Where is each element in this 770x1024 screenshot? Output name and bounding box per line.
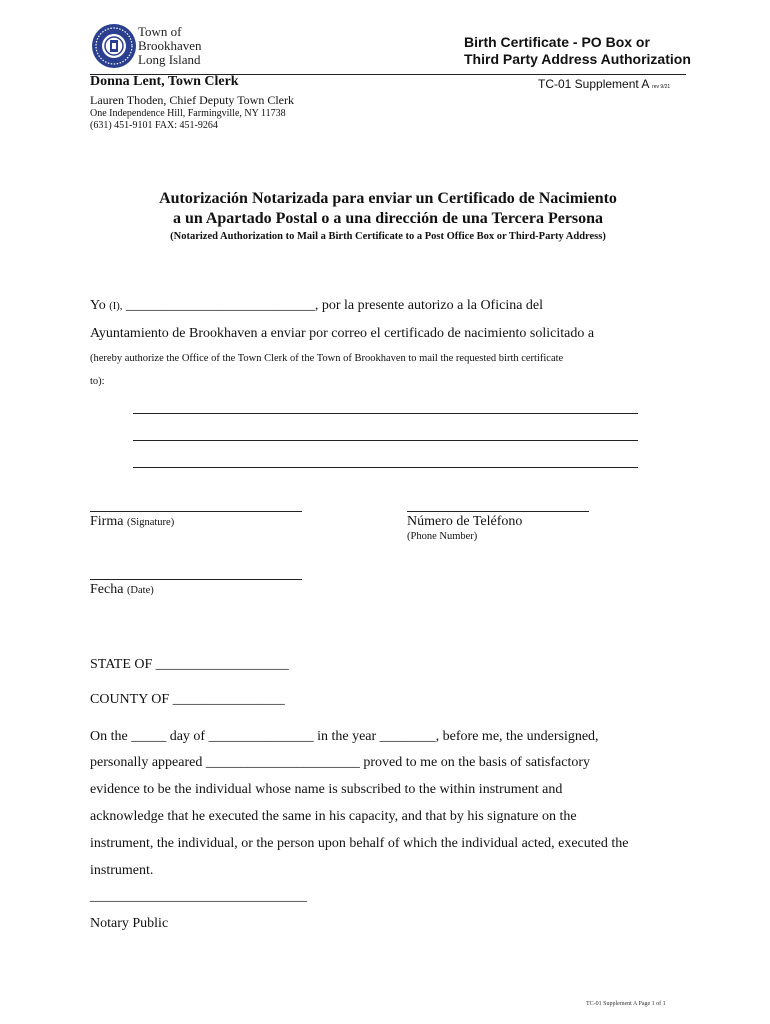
deputy-clerk-name: Lauren Thoden, Chief Deputy Town Clerk [90, 93, 295, 107]
phone-english-label: (Phone Number) [407, 531, 478, 542]
date-english-label: (Date) [126, 585, 154, 596]
county-of-field[interactable]: COUNTY OF ________________ [90, 692, 285, 707]
form-code-text: TC-01 Supplement A [538, 77, 649, 91]
authorization-line1 [90, 298, 543, 314]
town-name-line: Brookhaven [138, 38, 202, 53]
signature-label [90, 514, 174, 530]
date-label [90, 582, 154, 598]
phone-line[interactable] [407, 511, 589, 512]
form-code [538, 77, 670, 91]
signature-english-label: (Signature) [126, 517, 175, 528]
state-of-field[interactable]: STATE OF ___________________ [90, 657, 289, 672]
office-address: One Independence Hill, Farmingville, NY 11738 [90, 108, 286, 119]
town-clerk-name: Donna Lent, Town Clerk [90, 74, 239, 89]
form-subheading: (Notarized Authorization to Mail a Birth Certificate to a Post Office Box or Third-Party Address) [170, 231, 606, 242]
office-phone: (631) 451-9101 FAX: 451-9264 [90, 120, 218, 131]
town-name-line: Long Island [138, 52, 201, 67]
address-line-2[interactable] [133, 440, 638, 441]
notary-paragraph-line5: instrument, the individual, or the person upon behalf of which the individual acted, executed the [90, 836, 629, 851]
date-line[interactable] [90, 579, 302, 580]
authorization-text: , por la presente autorizo a la Oficina del [314, 298, 544, 313]
firma-label: Firma [90, 514, 124, 529]
fecha-label: Fecha [90, 582, 124, 597]
notary-public-label: Notary Public [90, 916, 169, 931]
authorization-line2: Ayuntamiento de Brookhaven a enviar por correo el certificado de nacimiento solicitado a [90, 326, 595, 341]
notary-signature-line[interactable]: _______________________________ [90, 889, 307, 904]
town-seal-logo [91, 23, 137, 69]
form-heading-line1: Autorización Notarizada para enviar un Certificado de Nacimiento [159, 190, 617, 207]
form-revision: rev 9/21 [652, 84, 671, 90]
yo-label: Yo [90, 298, 106, 313]
document-title [464, 34, 724, 68]
name-blank[interactable]: ___________________________ [125, 298, 315, 313]
form-heading [90, 189, 686, 229]
document-title-line2: Third Party Address Authorization [464, 51, 691, 67]
address-line-1[interactable] [133, 413, 638, 414]
address-line-3[interactable] [133, 467, 638, 468]
document-title-line1: Birth Certificate - PO Box or [464, 34, 650, 50]
authorization-english-cont: to): [90, 376, 105, 387]
form-heading-line2: a un Apartado Postal o a una dirección de una Tercera Persona [172, 210, 604, 227]
i-label: (I), [109, 301, 123, 312]
authorization-english: (hereby authorize the Office of the Town Clerk of the Town of Brookhaven to mail the requested birth certificate [90, 353, 564, 364]
town-name-line: Town of [138, 24, 182, 39]
phone-label: Número de Teléfono [407, 514, 523, 529]
notary-paragraph-line1: On the _____ day of _______________ in the year ________, before me, the undersigned, [90, 729, 599, 744]
town-name [138, 25, 258, 67]
page-footer: TC-01 Supplement A Page 1 of 1 [586, 1001, 666, 1007]
notary-paragraph-line3: evidence to be the individual whose name is subscribed to the within instrument and [90, 782, 563, 797]
notary-paragraph-line6: instrument. [90, 863, 154, 878]
notary-paragraph-line4: acknowledge that he executed the same in his capacity, and that by his signature on the [90, 809, 577, 824]
signature-line[interactable] [90, 511, 302, 512]
notary-paragraph-line2: personally appeared ______________________ proved to me on the basis of satisfactory [90, 755, 591, 770]
